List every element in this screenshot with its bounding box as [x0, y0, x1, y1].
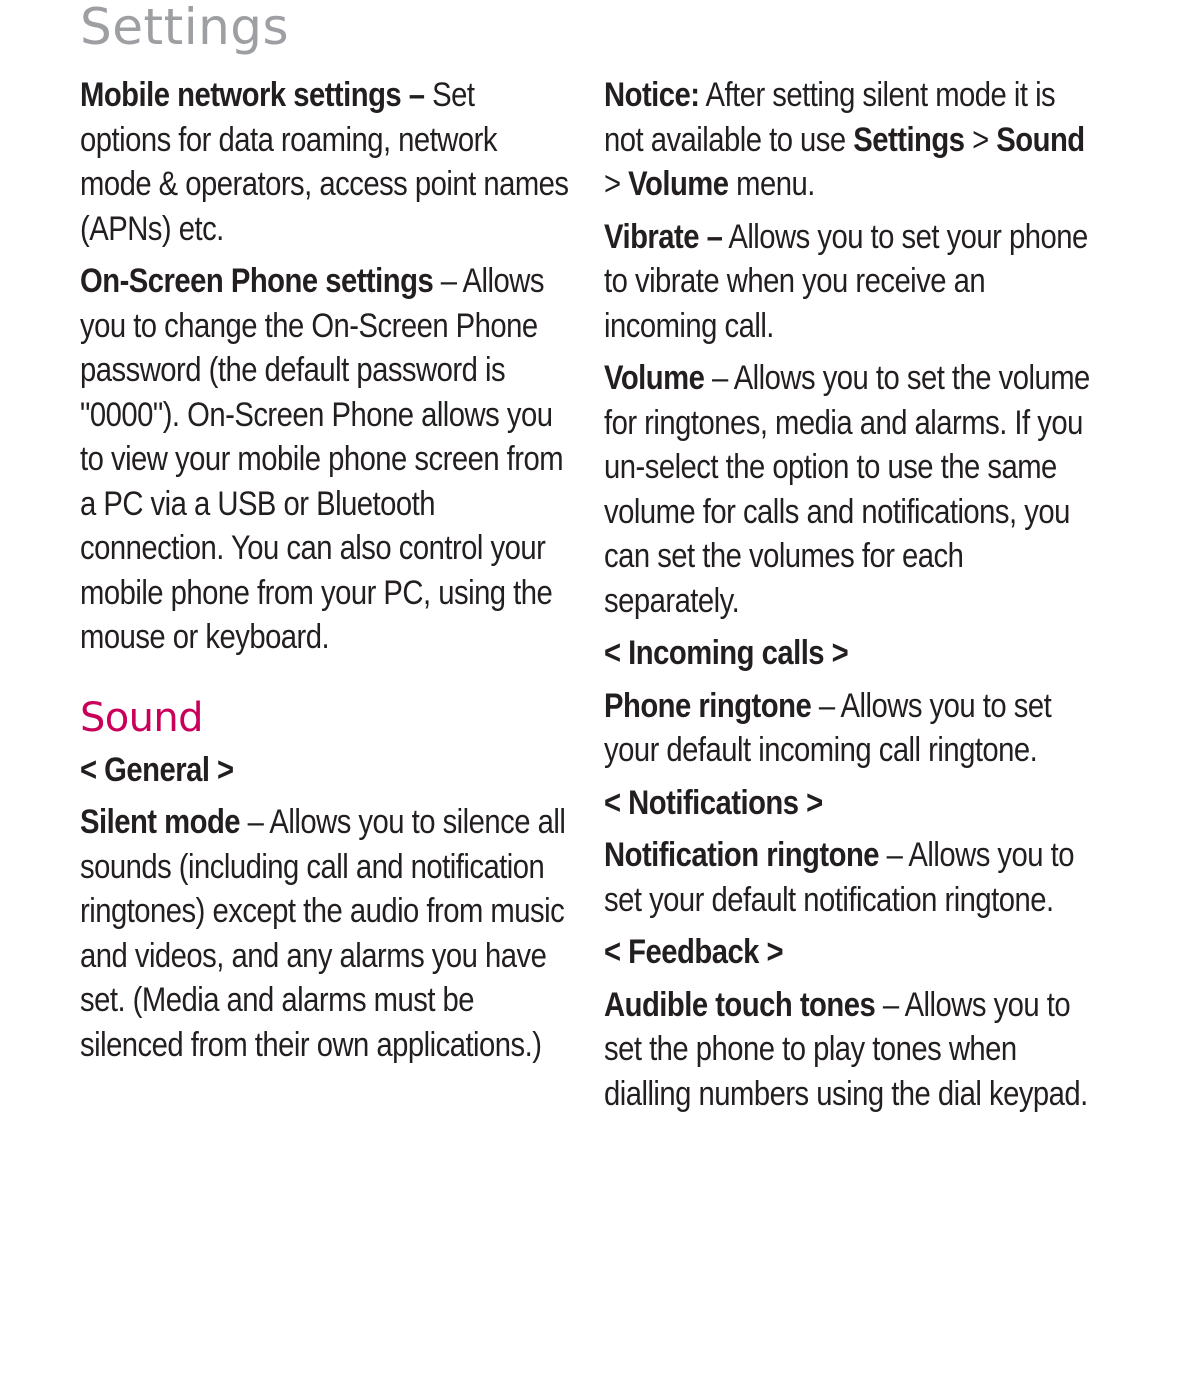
silent-mode-paragraph [80, 800, 571, 1067]
left-column [80, 73, 572, 1075]
mobile-network-settings-term: Mobile network settings – [80, 76, 425, 114]
on-screen-phone-settings-text: – Allows you to change the On-Screen Phone password (the default password is "0000"). On-Screen Phone allows you to view your mobile phone screen from a PC via a USB or Bluetooth connection. You can also control your mobile phone from your PC, using the mouse or keyboard. [80, 262, 564, 656]
audible-touch-tones-paragraph [604, 983, 1095, 1117]
silent-mode-term: Silent mode [80, 803, 241, 841]
notice-settings-path: Settings [853, 120, 965, 159]
audible-touch-tones-term: Audible touch tones [604, 985, 876, 1024]
notice-text-end: menu. [728, 165, 815, 203]
volume-paragraph [604, 356, 1095, 623]
phone-ringtone-paragraph [604, 684, 1095, 773]
silent-mode-text: – Allows you to silence all sounds (including call and notification ringtones) except the audio from music and videos, and any alarms you have set. (Media and alarms must be silenced from their own applications.) [80, 803, 566, 1064]
vibrate-term: Vibrate – [604, 217, 723, 256]
notification-ringtone-paragraph [604, 833, 1095, 922]
on-screen-phone-settings-term: On-Screen Phone settings [80, 262, 434, 300]
right-column [604, 73, 1096, 1124]
mobile-network-settings-text: Set options for data roaming, network mode & operators, access point names (APNs) etc. [80, 76, 569, 248]
vibrate-paragraph [604, 215, 1095, 349]
incoming-calls-subheading: < Incoming calls > [604, 634, 849, 672]
phone-ringtone-term: Phone ringtone [604, 686, 812, 725]
notice-term: Notice: [604, 76, 700, 114]
on-screen-phone-settings-paragraph [80, 259, 571, 660]
audible-touch-tones-text: – Allows you to set the phone to play tones when dialling numbers using the dial keypad. [604, 985, 1088, 1113]
notice-volume-path: Volume [628, 165, 729, 203]
phone-ringtone-text: – Allows you to set your default incoming call ringtone. [604, 686, 1052, 769]
notice-path-separator: > [964, 120, 997, 159]
feedback-subheading: < Feedback > [604, 933, 784, 971]
mobile-network-settings-paragraph [80, 73, 571, 251]
vibrate-text: Allows you to set your phone to vibrate when you receive an incoming call. [604, 217, 1088, 345]
notification-ringtone-term: Notification ringtone [604, 836, 880, 874]
notice-path-separator: > [604, 165, 629, 203]
volume-term: Volume [604, 359, 705, 397]
general-subheading: < General > [80, 750, 234, 789]
notice-text-start: After setting silent mode it is not available to use [604, 76, 1056, 159]
volume-text: – Allows you to set the volume for ringtones, media and alarms. If you un-select the option to use the same volume for calls and notifications, you can set the volumes for each separately. [604, 359, 1090, 620]
notice-paragraph [604, 73, 1095, 207]
notice-sound-path: Sound [996, 120, 1085, 159]
notification-ringtone-text: – Allows you to set your default notification ringtone. [604, 836, 1074, 919]
sound-section-heading: Sound [80, 694, 203, 741]
notifications-subheading: < Notifications > [604, 783, 823, 822]
page-title: Settings [80, 0, 290, 56]
